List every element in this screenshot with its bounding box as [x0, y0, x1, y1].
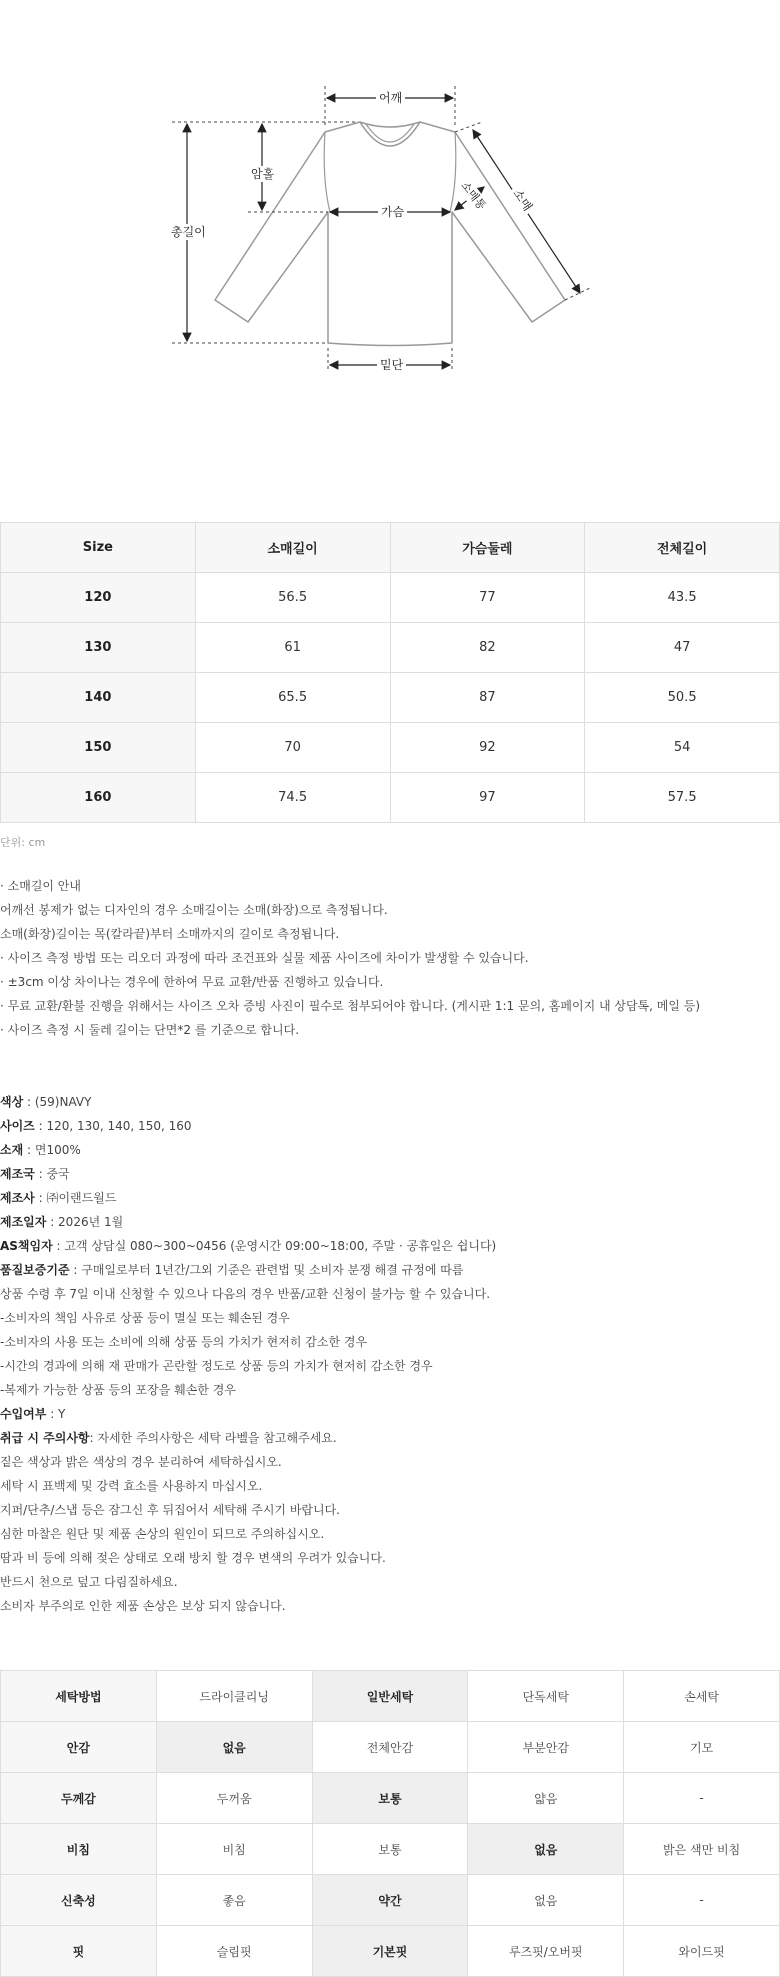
length-cell: 43.5: [585, 573, 780, 623]
size-cell: 160: [1, 773, 196, 823]
info-value: : 120, 130, 140, 150, 160: [34, 1119, 192, 1133]
info-value: : 구매일로부터 1년간/그외 기준은 관련법 및 소비자 분쟁 해결 규정에 따름: [69, 1263, 464, 1277]
label-hem: 밑단: [377, 357, 406, 373]
info-line: [0, 1522, 496, 1546]
care-option: 부분안감: [468, 1722, 624, 1773]
info-line: [0, 1354, 496, 1378]
care-option: 없음: [156, 1722, 312, 1773]
info-line: [0, 1306, 496, 1330]
care-option: 손세탁: [624, 1671, 780, 1722]
info-value: : ㈜이랜드월드: [34, 1191, 117, 1205]
label-armhole: 암홀: [248, 166, 277, 182]
label-shoulder: 어깨: [376, 90, 405, 106]
info-value: : 고객 상담실 080~300~0456 (운영시간 09:00~18:00, 주말 · 공휴일은 쉽니다): [52, 1239, 497, 1253]
size-cell: 140: [1, 673, 196, 723]
care-option: 보통: [312, 1773, 468, 1824]
info-value: : (59)NAVY: [23, 1095, 92, 1109]
care-option: 좋음: [156, 1875, 312, 1926]
note-line: · ±3cm 이상 차이나는 경우에 한하여 무료 교환/반품 진행하고 있습니다.: [0, 975, 384, 989]
sleeve-cell: 56.5: [195, 573, 390, 623]
care-option: 얇음: [468, 1773, 624, 1824]
info-label: 제조일자: [0, 1215, 47, 1229]
info-line: [0, 1114, 496, 1138]
info-label: 제조국: [0, 1167, 35, 1181]
info-label: 색상: [0, 1095, 24, 1109]
note-line: · 사이즈 측정 시 둘레 길이는 단면*2 를 기준으로 합니다.: [0, 1023, 300, 1037]
care-option: 단독세탁: [468, 1671, 624, 1722]
care-option: 없음: [468, 1824, 624, 1875]
size-cell: 120: [1, 573, 196, 623]
chest-cell: 77: [390, 573, 585, 623]
care-row-label: 비침: [1, 1824, 157, 1875]
care-row-fit: [1, 1926, 780, 1977]
care-option: 슬림핏: [156, 1926, 312, 1977]
info-value: -시간의 경과에 의해 재 판매가 곤란할 정도로 상품 등의 가치가 현저히 감소한 경우: [0, 1359, 433, 1373]
care-row-wash: [1, 1671, 780, 1722]
info-line: [0, 1594, 496, 1618]
table-row: [1, 673, 780, 723]
care-option: 루즈핏/오버핏: [468, 1926, 624, 1977]
info-line: [0, 1186, 496, 1210]
sleeve-cell: 65.5: [195, 673, 390, 723]
info-line: [0, 1282, 496, 1306]
info-label: 수입여부: [0, 1407, 47, 1421]
note-line: 소매(화장)길이는 목(칼라끝)부터 소매까지의 길이로 측정됩니다.: [0, 927, 340, 941]
size-diagram: [0, 0, 780, 420]
care-row-sheerness: [1, 1824, 780, 1875]
info-value: : 자세한 주의사항은 세탁 라벨을 참고해주세요.: [89, 1431, 337, 1445]
table-row: [1, 773, 780, 823]
header-size: Size: [1, 523, 196, 573]
care-option: 보통: [312, 1824, 468, 1875]
label-sleeve-width: 소매통: [455, 176, 491, 216]
header-total-length: 전체길이: [585, 523, 780, 573]
length-cell: 54: [585, 723, 780, 773]
note-line: 어깨선 봉제가 없는 디자인의 경우 소매길이는 소매(화장)으로 측정됩니다.: [0, 903, 388, 917]
info-value: : 중국: [34, 1167, 70, 1181]
info-line: [0, 1210, 496, 1234]
info-line: [0, 1234, 496, 1258]
care-option: 전체안감: [312, 1722, 468, 1773]
care-option: -: [624, 1875, 780, 1926]
chest-cell: 92: [390, 723, 585, 773]
note-line: · 무료 교환/환불 진행을 위해서는 사이즈 오차 증빙 사진이 필수로 첨부되어야 합니다. (게시판 1:1 문의, 홈페이지 내 상담톡, 메일 등): [0, 999, 701, 1013]
care-option: -: [624, 1773, 780, 1824]
note-line: · 사이즈 측정 방법 또는 리오더 과정에 따라 조건표와 실물 제품 사이즈에 차이가 발생할 수 있습니다.: [0, 951, 529, 965]
label-total-length: 총길이: [168, 224, 209, 240]
info-label: 취급 시 주의사항: [0, 1431, 90, 1445]
info-value: -소비자의 책임 사유로 상품 등이 멸실 또는 훼손된 경우: [0, 1311, 290, 1325]
info-line: [0, 1474, 496, 1498]
info-value: : Y: [46, 1407, 66, 1421]
length-cell: 57.5: [585, 773, 780, 823]
care-option: 기모: [624, 1722, 780, 1773]
size-table: [0, 522, 780, 823]
info-value: 땀과 비 등에 의해 젖은 상태로 오래 방치 할 경우 변색의 우려가 있습니다.: [0, 1551, 386, 1565]
info-label: 사이즈: [0, 1119, 35, 1133]
care-row-label: 핏: [1, 1926, 157, 1977]
info-label: 제조사: [0, 1191, 35, 1205]
chest-cell: 82: [390, 623, 585, 673]
care-option: 밝은 색만 비침: [624, 1824, 780, 1875]
table-row: [1, 723, 780, 773]
care-row-stretch: [1, 1875, 780, 1926]
table-row: [1, 623, 780, 673]
unit-label: 단위: cm: [0, 836, 46, 849]
care-option: 와이드핏: [624, 1926, 780, 1977]
sleeve-cell: 61: [195, 623, 390, 673]
info-value: 심한 마찰은 원단 및 제품 손상의 원인이 되므로 주의하십시오.: [0, 1527, 325, 1541]
info-line: [0, 1378, 496, 1402]
size-notes: [0, 874, 700, 1042]
care-row-thickness: [1, 1773, 780, 1824]
care-row-label: 세탁방법: [1, 1671, 157, 1722]
length-cell: 47: [585, 623, 780, 673]
size-cell: 150: [1, 723, 196, 773]
info-value: -복제가 가능한 상품 등의 포장을 훼손한 경우: [0, 1383, 236, 1397]
info-label: 품질보증기준: [0, 1263, 70, 1277]
info-value: 세탁 시 표백제 및 강력 효소를 사용하지 마십시오.: [0, 1479, 263, 1493]
care-row-label: 안감: [1, 1722, 157, 1773]
care-option: 두꺼움: [156, 1773, 312, 1824]
sleeve-cell: 70: [195, 723, 390, 773]
table-row: [1, 573, 780, 623]
info-value: : 2026년 1월: [46, 1215, 124, 1229]
care-row-lining: [1, 1722, 780, 1773]
care-option: 드라이클리닝: [156, 1671, 312, 1722]
info-value: 상품 수령 후 7일 이내 신청할 수 있으나 다음의 경우 반품/교환 신청이 불가능 할 수 있습니다.: [0, 1287, 491, 1301]
info-line: [0, 1498, 496, 1522]
sleeve-cell: 74.5: [195, 773, 390, 823]
care-option: 없음: [468, 1875, 624, 1926]
info-line: [0, 1402, 496, 1426]
info-line: [0, 1330, 496, 1354]
chest-cell: 97: [390, 773, 585, 823]
info-line: [0, 1090, 496, 1114]
info-line: [0, 1138, 496, 1162]
info-label: AS책임자: [0, 1239, 53, 1253]
header-chest: 가슴둘레: [390, 523, 585, 573]
care-option: 약간: [312, 1875, 468, 1926]
info-value: 소비자 부주의로 인한 제품 손상은 보상 되지 않습니다.: [0, 1599, 286, 1613]
info-line: [0, 1570, 496, 1594]
note-line: · 소매길이 안내: [0, 879, 81, 893]
care-row-label: 신축성: [1, 1875, 157, 1926]
size-table-header: [1, 523, 780, 573]
length-cell: 50.5: [585, 673, 780, 723]
info-label: 소재: [0, 1143, 24, 1157]
label-sleeve: 소매: [508, 183, 538, 216]
label-chest: 가슴: [378, 204, 407, 220]
header-sleeve-length: 소매길이: [195, 523, 390, 573]
care-row-label: 두께감: [1, 1773, 157, 1824]
info-line: [0, 1258, 496, 1282]
info-value: 반드시 천으로 덮고 다림질하세요.: [0, 1575, 178, 1589]
info-value: -소비자의 사용 또는 소비에 의해 상품 등의 가치가 현저히 감소한 경우: [0, 1335, 368, 1349]
info-line: [0, 1426, 496, 1450]
info-line: [0, 1450, 496, 1474]
chest-cell: 87: [390, 673, 585, 723]
size-cell: 130: [1, 623, 196, 673]
info-value: : 면100%: [23, 1143, 81, 1157]
care-option: 기본핏: [312, 1926, 468, 1977]
info-value: 지퍼/단추/스냅 등은 잠그신 후 뒤집어서 세탁해 주시기 바랍니다.: [0, 1503, 340, 1517]
info-line: [0, 1546, 496, 1570]
care-option: 비침: [156, 1824, 312, 1875]
care-table: [0, 1670, 780, 1977]
product-info: [0, 1090, 496, 1618]
info-line: [0, 1162, 496, 1186]
care-option: 일반세탁: [312, 1671, 468, 1722]
info-value: 짙은 색상과 밝은 색상의 경우 분리하여 세탁하십시오.: [0, 1455, 282, 1469]
